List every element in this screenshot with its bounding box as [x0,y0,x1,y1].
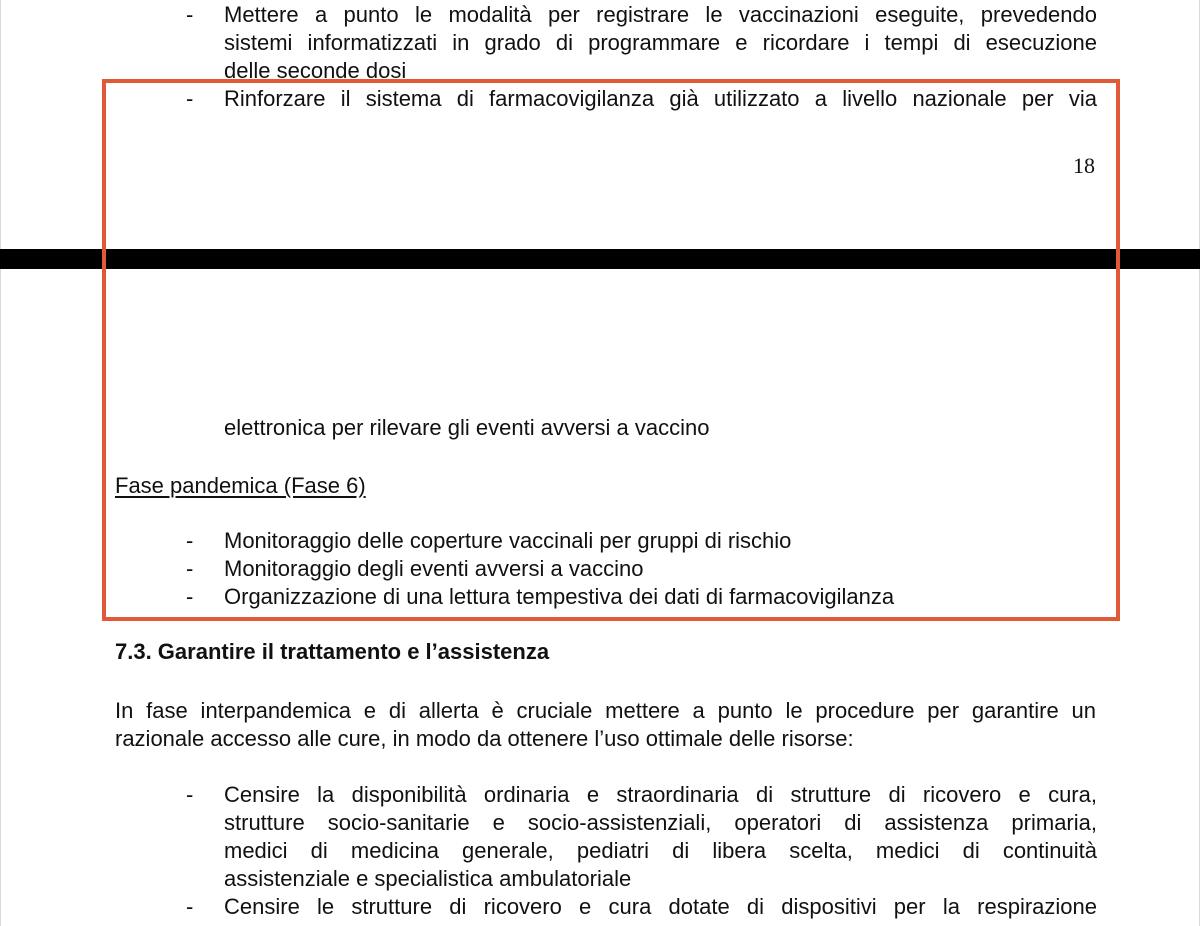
list-bullet: - [186,556,194,581]
list-item-line: Censire la disponibilità ordinaria e straordinaria di strutture di ricovero e cura, [224,782,1097,807]
list-item-coverage-monitoring: Monitoraggio delle coperture vaccinali per gruppi di rischio [224,528,792,553]
paragraph-line: razionale accesso alle cure, in modo da ottenere l’uso ottimale delle risorse: [115,726,854,751]
list-item-adverse-events-monitoring: Monitoraggio degli eventi avversi a vaccino [224,556,644,581]
page-break-divider [0,249,1200,269]
list-item-line: sistemi informatizzati in grado di programmare e ricordare i tempi di esecuzione [224,30,1097,55]
section-heading: 7.3. Garantire il trattamento e l’assistenza [115,639,550,664]
list-item-continuation: elettronica per rilevare gli eventi avversi a vaccino [224,415,710,440]
list-item-line: medici di medicina generale, pediatri di libera scelta, medici di continuità [224,838,1097,863]
list-item-respiratory-devices [224,893,1097,921]
list-item-line: assistenziale e specialistica ambulatoriale [224,866,632,891]
list-item-line: Censire le strutture di ricovero e cura dotate di dispositivi per la respirazione [224,894,1097,919]
list-item-vaccination-registry [224,1,1097,85]
list-item-line: strutture socio-sanitarie e socio-assistenziali, operatori di assistenza primaria, [224,810,1097,835]
list-item-line: Mettere a punto le modalità per registrare le vaccinazioni eseguite, prevedendo [224,2,1097,27]
list-item-line: Rinforzare il sistema di farmacovigilanza già utilizzato a livello nazionale per via [224,86,1097,111]
section-intro-paragraph [115,697,1096,753]
page-number: 18 [1073,153,1095,178]
list-bullet: - [186,584,194,609]
list-item-timely-reading: Organizzazione di una lettura tempestiva dei dati di farmacovigilanza [224,584,895,609]
list-item-line: delle seconde dosi [224,58,407,83]
list-bullet: - [186,782,194,807]
list-bullet: - [186,894,194,919]
list-item-census-facilities [224,781,1097,893]
list-bullet: - [186,528,194,553]
pandemic-phase-title: Fase pandemica (Fase 6) [115,473,366,498]
paragraph-line: In fase interpandemica e di allerta è cruciale mettere a punto le procedure per garantire un [115,698,1096,723]
page-left-edge [0,0,1,926]
list-bullet: - [186,86,194,111]
list-item-pharmacovigilance [224,85,1097,113]
list-bullet: - [186,2,194,27]
